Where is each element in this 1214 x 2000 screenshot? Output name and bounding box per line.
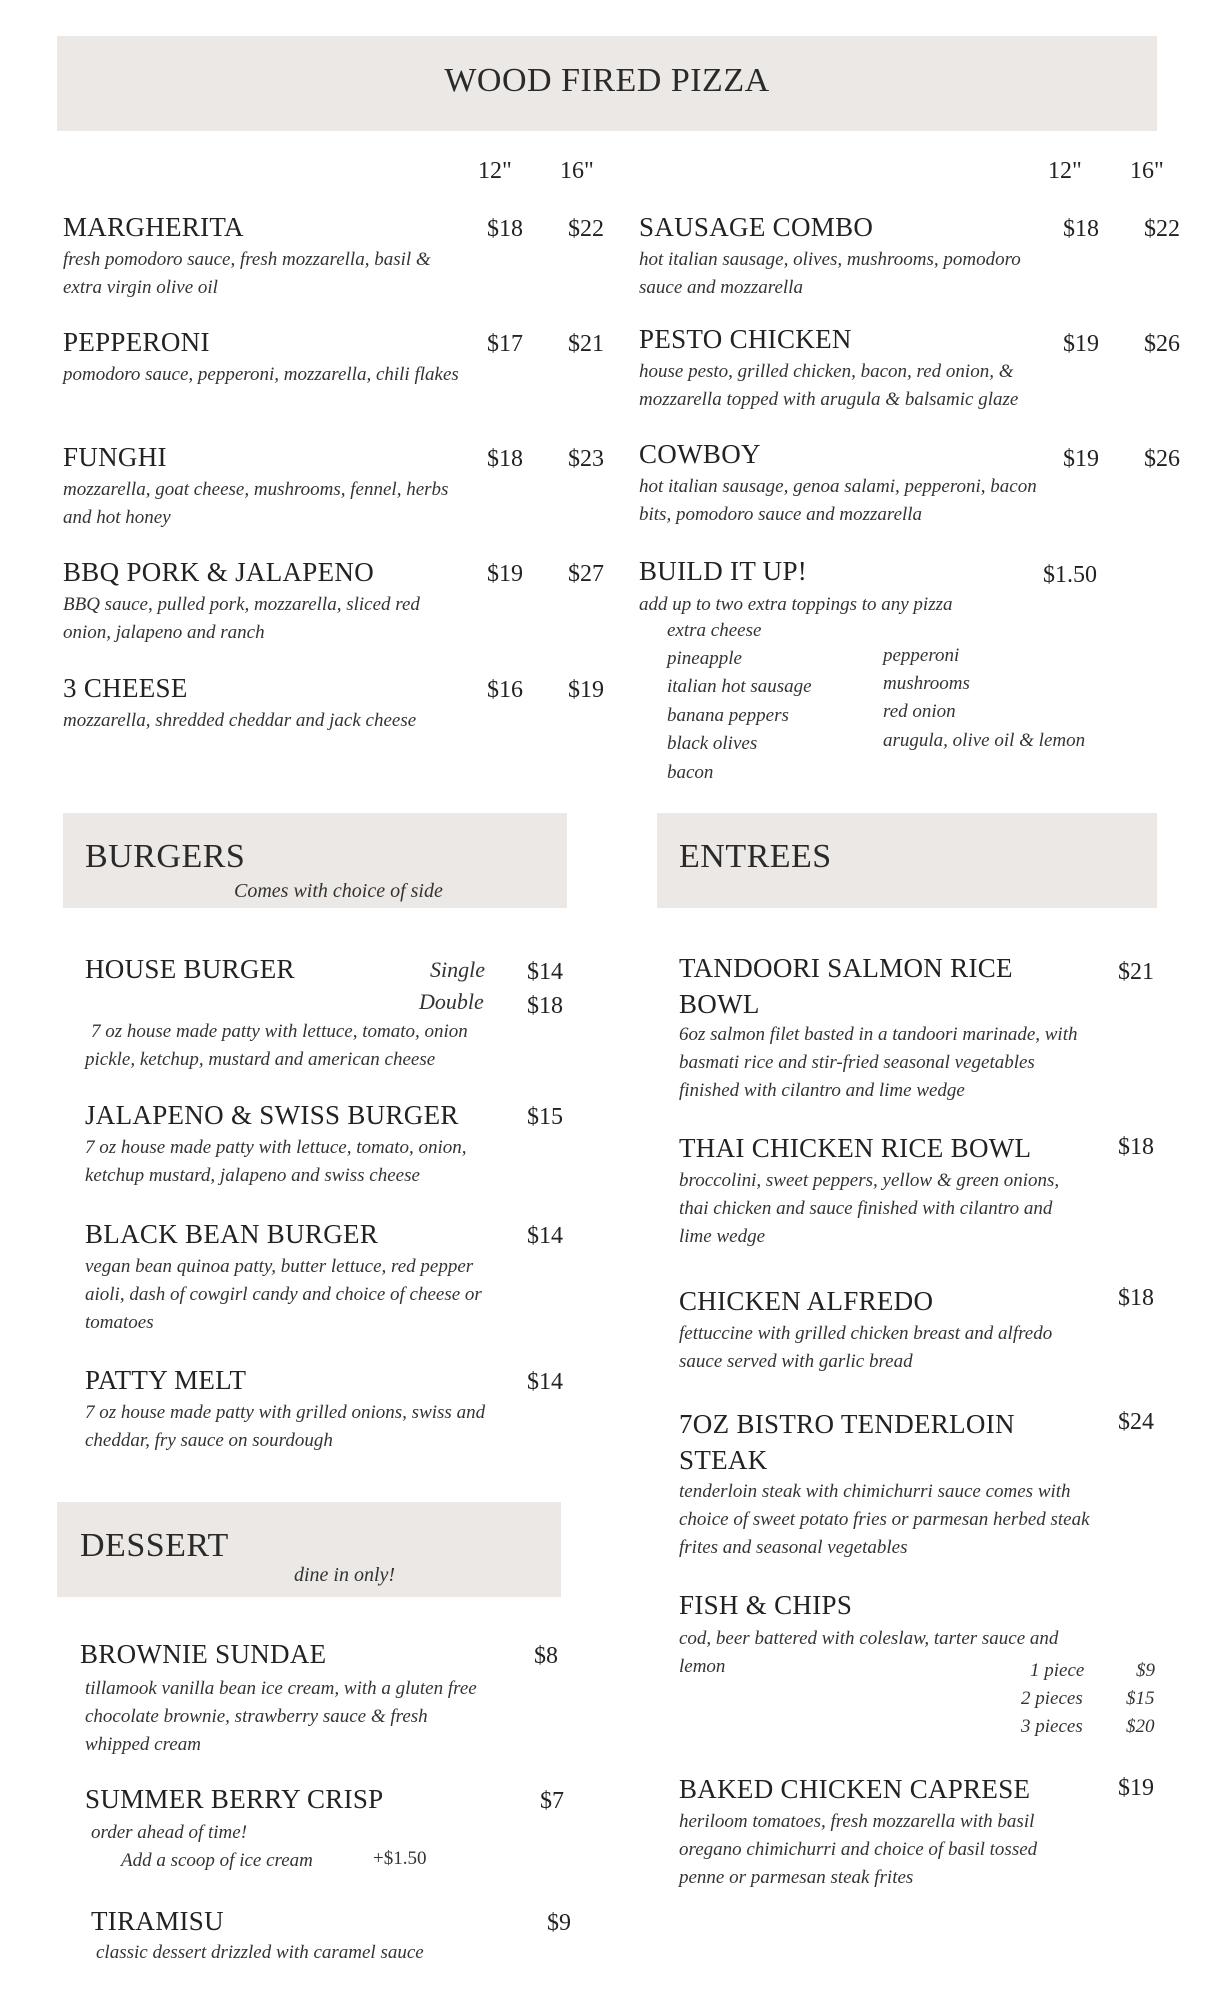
menu-item-description: order ahead of time! (91, 1822, 248, 1843)
topping: black olives (667, 733, 758, 754)
price-16: $26 (1144, 331, 1180, 357)
menu-item-description: heriloom tomatoes, fresh mozzarella with basil oregano chimichurri and choice of basil tossed penne or parmesan steak frites (679, 1811, 1038, 1888)
menu-item-name: 3 CHEESE (63, 673, 188, 703)
menu-item-description: hot italian sausage, genoa salami, pepperoni, bacon bits, pomodoro sauce and mozzarella (639, 476, 1037, 525)
menu-item-name: PATTY MELT (85, 1365, 247, 1395)
menu-item-name: BUILD IT UP! (639, 556, 808, 586)
topping: italian hot sausage (667, 676, 812, 697)
menu-item-name: SUMMER BERRY CRISP (85, 1784, 384, 1814)
menu-item-description: mozzarella, shredded cheddar and jack cheese (63, 710, 417, 731)
addon-label: Add a scoop of ice cream (121, 1850, 313, 1871)
pizza-section-title: WOOD FIRED PIZZA (444, 62, 770, 99)
double-price: $18 (527, 993, 563, 1019)
option-label: 2 pieces (1021, 1688, 1083, 1709)
price-12: $16 (487, 677, 523, 703)
option-price: $20 (1126, 1716, 1155, 1737)
menu-item-name: JALAPENO & SWISS BURGER (85, 1100, 459, 1130)
menu-item-name: SAUSAGE COMBO (639, 212, 874, 242)
topping: extra cheese (667, 620, 762, 641)
price-12: $19 (487, 561, 523, 587)
price-16: $22 (568, 216, 604, 242)
price-16: $26 (1144, 446, 1180, 472)
double-label: Double (419, 989, 484, 1014)
menu-item-name: 7OZ BISTRO TENDERLOIN STEAK (679, 1409, 1015, 1475)
burgers-section-title: BURGERS (85, 838, 246, 875)
menu-item-description: broccolini, sweet peppers, yellow & green onions, thai chicken and sauce finished with cilantro and lime wedge (679, 1170, 1060, 1247)
price-12: $18 (487, 216, 523, 242)
menu-item-description: mozzarella, goat cheese, mushrooms, fennel, herbs and hot honey (63, 479, 449, 528)
menu-item-description: 6oz salmon filet basted in a tandoori marinade, with basmati rice and stir-fried seasonal vegetables finished with cilantro and lime wedge (679, 1024, 1078, 1101)
topping: mushrooms (883, 673, 970, 694)
menu-item-name: PEPPERONI (63, 327, 210, 357)
menu-item-description: tillamook vanilla bean ice cream, with a gluten free chocolate brownie, strawberry sauce & fresh whipped cream (85, 1678, 477, 1755)
menu-item-description: 7 oz house made patty with lettuce, tomato, onion, ketchup mustard, jalapeno and swiss cheese (85, 1137, 467, 1186)
menu-item-name: BROWNIE SUNDAE (80, 1639, 327, 1669)
menu-item-description: cod, beer battered with coleslaw, tarter sauce and lemon (679, 1628, 1059, 1677)
pizza-size-16-left: 16" (560, 158, 594, 184)
menu-item-name: BBQ PORK & JALAPENO (63, 557, 374, 587)
topping: banana peppers (667, 705, 789, 726)
menu-item-name: PESTO CHICKEN (639, 324, 852, 354)
topping: pepperoni (883, 645, 960, 666)
menu-item-description: add up to two extra toppings to any pizza (639, 594, 953, 615)
pizza-size-12-right: 12" (1048, 158, 1082, 184)
option-price: $9 (1136, 1660, 1155, 1681)
item-price: $19 (1118, 1775, 1154, 1801)
burgers-subtitle: Comes with choice of side (234, 880, 443, 902)
menu-item-description: 7 oz house made patty with grilled onions, swiss and cheddar, fry sauce on sourdough (85, 1402, 486, 1451)
menu-item-description: house pesto, grilled chicken, bacon, red onion, & mozzarella topped with arugula & balsamic glaze (639, 361, 1019, 410)
option-label: 3 pieces (1021, 1716, 1083, 1737)
dessert-section-title: DESSERT (80, 1527, 229, 1564)
price-12: $17 (487, 331, 523, 357)
item-price: $21 (1118, 959, 1154, 985)
price-16: $21 (568, 331, 604, 357)
entrees-section-title: ENTREES (679, 838, 832, 875)
price-16: $22 (1144, 216, 1180, 242)
option-label: 1 piece (1030, 1660, 1085, 1681)
item-price: $7 (540, 1788, 564, 1814)
topping: arugula, olive oil & lemon (883, 730, 1086, 751)
item-price: $18 (1118, 1134, 1154, 1160)
menu-item-name: FISH & CHIPS (679, 1590, 853, 1620)
menu-item-description: classic dessert drizzled with caramel sauce (96, 1942, 424, 1963)
menu-item-name: FUNGHI (63, 442, 167, 472)
menu-item-name: BAKED CHICKEN CAPRESE (679, 1774, 1031, 1804)
option-price: $15 (1126, 1688, 1155, 1709)
item-price: $1.50 (1043, 562, 1097, 588)
menu-item-description: BBQ sauce, pulled pork, mozzarella, sliced red onion, jalapeno and ranch (63, 594, 420, 643)
item-price: $14 (527, 1369, 563, 1395)
menu-item-name: TANDOORI SALMON RICE BOWL (679, 953, 1013, 1019)
price-16: $23 (568, 446, 604, 472)
pizza-size-16-right: 16" (1130, 158, 1164, 184)
item-price: $15 (527, 1104, 563, 1130)
addon-price: +$1.50 (373, 1848, 427, 1869)
single-price: $14 (527, 959, 563, 985)
price-16: $27 (568, 561, 604, 587)
menu-item-description: hot italian sausage, olives, mushrooms, pomodoro sauce and mozzarella (639, 249, 1021, 298)
menu-item-name: TIRAMISU (91, 1906, 224, 1936)
topping: pineapple (667, 648, 742, 669)
pizza-size-12-left: 12" (478, 158, 512, 184)
menu-item-name: COWBOY (639, 439, 761, 469)
menu-item-name: THAI CHICKEN RICE BOWL (679, 1133, 1032, 1163)
item-price: $14 (527, 1223, 563, 1249)
single-label: Single (430, 957, 485, 982)
item-price: $8 (534, 1643, 558, 1669)
menu-item-name: BLACK BEAN BURGER (85, 1219, 379, 1249)
item-price: $24 (1118, 1409, 1154, 1435)
dessert-subtitle: dine in only! (294, 1564, 396, 1586)
price-16: $19 (568, 677, 604, 703)
menu-item-description: vegan bean quinoa patty, butter lettuce, red pepper aioli, dash of cowgirl candy and choice of cheese or tomatoes (85, 1256, 482, 1333)
price-12: $19 (1063, 331, 1099, 357)
menu-item-description: pomodoro sauce, pepperoni, mozzarella, chili flakes (63, 364, 459, 385)
price-12: $18 (1063, 216, 1099, 242)
menu-item-name: HOUSE BURGER (85, 954, 295, 984)
item-price: $9 (547, 1910, 571, 1936)
menu-item-name: CHICKEN ALFREDO (679, 1286, 934, 1316)
price-12: $19 (1063, 446, 1099, 472)
menu-item-description: fresh pomodoro sauce, fresh mozzarella, basil & extra virgin olive oil (63, 249, 431, 298)
menu-item-name: MARGHERITA (63, 212, 244, 242)
menu-item-description: tenderloin steak with chimichurri sauce comes with choice of sweet potato fries or parmesan herbed steak frites and seasonal vegetables (679, 1481, 1090, 1558)
menu-item-description: fettuccine with grilled chicken breast and alfredo sauce served with garlic bread (679, 1323, 1053, 1372)
price-12: $18 (487, 446, 523, 472)
item-price: $18 (1118, 1285, 1154, 1311)
menu-item-description: 7 oz house made patty with lettuce, tomato, onion pickle, ketchup, mustard and american cheese (85, 1021, 468, 1070)
topping: bacon (667, 762, 714, 783)
topping: red onion (883, 701, 956, 722)
